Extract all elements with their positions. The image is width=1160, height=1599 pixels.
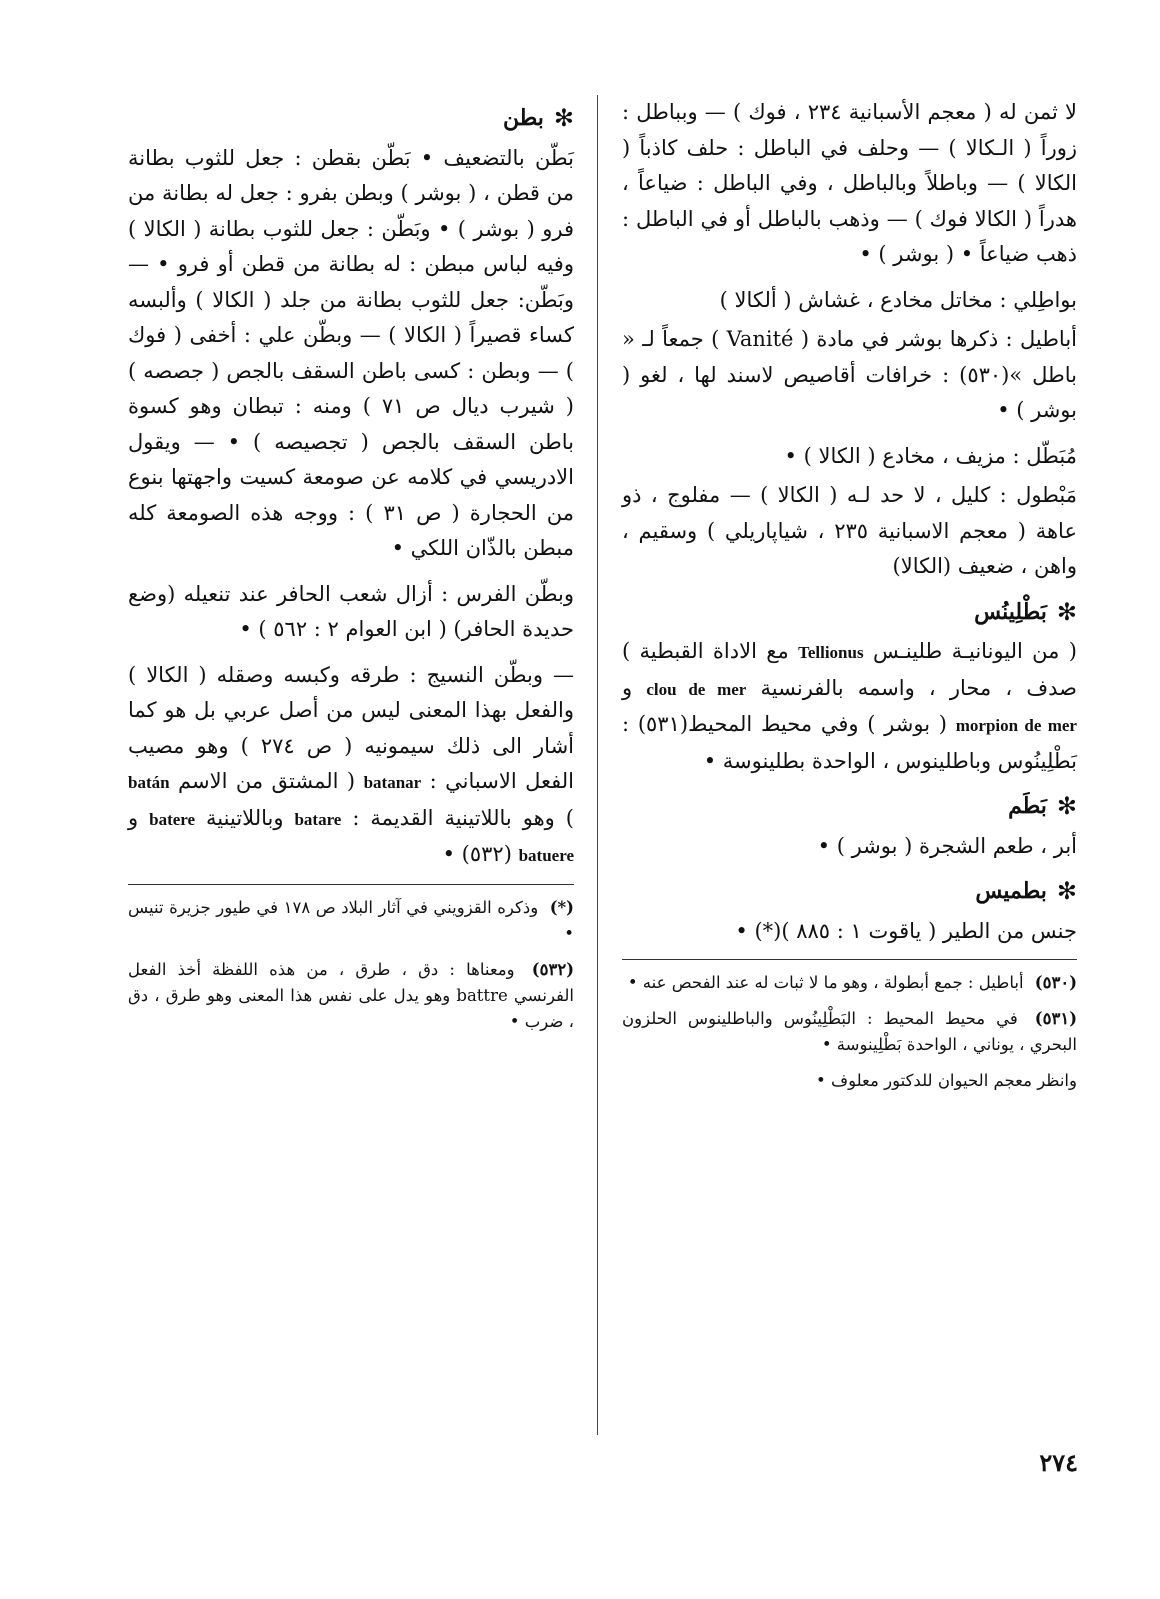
paragraph: بَطّن بالتضعيف • بَطّن بقطن : جعل للثوب بطانة من قطن ، ( بوشر ) وبطن بفرو : جعل له بطانة من فرو ( بوشر ) • وبَطّن : جعل للثوب بطانة ( الكالا ) وفيه لباس مبطن : له بطانة من قطن أو فرو • — وبَطّن: جعل للثوب بطانة من جلد ( الكالا ) وألبسه كساء قصيراً ( الكالا ) — وبطّن علي : أخفى ( فوك ) — وبطن : كسى باطن السقف بالجص ( جصصه ) ( شيرب ديال ص ٧١ ) ومنه : تبطان وهو كسوة باطن السقف بالجص ( تجصيصه ) • — ويقول الادريسي في كلامه عن صومعة كسيت واجهتها بنوع من الحجارة ( ص ٣١ ) : ووجه هذه الصومعة كله مبطن بالذّان اللكي • (128, 145, 574, 560)
entry-text: — وبطّن النسيج : طرقه وكبسه وصقله ( الكالا ) والفعل بهذا المعنى ليس من أصل عربي بل هو كما أشار الى ذلك سيمونيه ( ص ٢٧٤ ) وهو مصيب الفعل الاسباني : (128, 662, 575, 793)
latin-term: clou de mer (646, 679, 747, 699)
latin-term: batare (294, 809, 342, 829)
footnote-text: وذكره القزويني في آثار البلاد ص ١٧٨ في طيور جزيرة تنيس • (128, 897, 574, 943)
headword-text: بَطْلِينُس (974, 598, 1047, 625)
entry-body: جنس من الطير ( ياقوت ١ : ٨٨٥ )(*) • (735, 918, 1077, 943)
column-divider (597, 95, 598, 1435)
asterisk-icon: ✻ (1056, 877, 1077, 905)
footnote (622, 1006, 1077, 1058)
footnote-number: (*) (549, 897, 574, 917)
headword-text: بطن (502, 105, 544, 131)
footnote-number: (٥٣١) (1034, 1009, 1077, 1028)
footnote-ref: (٥٣٢) • (442, 842, 512, 866)
entry-headword (622, 874, 1077, 910)
asterisk-icon: ✻ (1056, 597, 1077, 626)
paragraph: لا ثمن له ( معجم الأسبانية ٢٣٤ ، فوك ) — وبباطل : زوراً ( الـكالا ) — وحلف في الباطل : حلف كاذباً ( الكالا ) — وباطلاً وبالباطل ، وفي الباطل : ضياعاً ، هدراً ( الكالا فوك ) — وذهب بالباطل أو في الباطل : ذهب ضياعاً • ( بوشر ) • (622, 100, 1077, 266)
entry-text: مع الاداة القبطية ) صدف ، محار ، واسمه بالفرنسية (622, 639, 1077, 700)
footnote (622, 1068, 1077, 1094)
paragraph (128, 658, 574, 874)
footnote-text: ومعناها : دق ، طرق ، من هذه اللفظة أخذ الفعل الفرنسي battre وهو يدل على نفس هذا المعنى وهو طرق ، دق ، ضرب • (128, 959, 575, 1031)
paragraph: وبطّن الفرس : أزال شعب الحافر عند تنعيله (وضع حديدة الحافر) ( ابن العوام ٢ : ٥٦٢ ) • (128, 581, 574, 641)
paragraph: مَبْطول : كليل ، لا حد لـه ( الكالا ) — مفلوج ، ذو عاهة ( معجم الاسبانية ٢٣٥ ، شياپاريلي ) وسقيم ، واهن ، ضعيف (الكالا) (622, 483, 1077, 578)
right-column (622, 95, 1077, 1104)
footnote-text: أباطيل : جمع أبطولة ، وهو ما لا ثبات له عند الفحص عنه • (627, 973, 1024, 992)
left-column (128, 95, 574, 1045)
entry-text: ( المشتق من الاسم (178, 769, 356, 793)
entry-headword (622, 595, 1077, 631)
asterisk-icon: ✻ (1056, 792, 1077, 820)
entry-body (622, 634, 1077, 779)
latin-term: morpion de mer (955, 716, 1077, 735)
footnote-number: (٥٣٢) (531, 959, 574, 979)
paragraph: مُبَطّل : مزيف ، مخادع ( الكالا ) • (784, 443, 1077, 468)
entry-body: أبر ، طعم الشجرة ( بوشر ) • (817, 833, 1077, 858)
footnote-number: (٥٣٠) (1034, 973, 1077, 992)
conjunction: و (622, 675, 633, 700)
entry-text: ( من اليونانيـة طلينـس (872, 639, 1077, 663)
entry-text: وباللاتينية (206, 805, 284, 830)
entry-text: ) وهو باللاتينية القديمة : (352, 805, 574, 830)
latin-term: batán (128, 773, 170, 792)
footnote-rule (128, 884, 574, 885)
latin-term: batere (149, 809, 196, 829)
latin-term: batuere (518, 846, 574, 865)
page-number: ٢٧٤ (1039, 1448, 1078, 1477)
headword-text: بطميس (975, 878, 1047, 904)
headword-text: بَطَم (1008, 793, 1047, 819)
footnote-text: وانظر معجم الحيوان للدكتور معلوف • (815, 1071, 1077, 1090)
entry-text: ( بوشر ) وفي محيط المحيط(٥٣١) : بَطْلِينُوس وباطلينوس ، الواحدة بطلينوسة • (622, 712, 1077, 773)
footnote (128, 895, 574, 947)
entry-headword (622, 789, 1077, 825)
footnote (622, 970, 1077, 996)
asterisk-icon: ✻ (553, 104, 574, 132)
latin-term: batanar (363, 773, 422, 792)
conjunction: و (128, 805, 139, 830)
footnote-rule (622, 959, 1077, 960)
entry-headword (128, 101, 574, 137)
latin-term: Tellionus (798, 643, 864, 662)
paragraph: أباطيل : ذكرها بوشر في مادة ( Vanité ) جمعاً لـ « باطل »(٥٣٠) : خرافات أقاصيص لاسند لها ، لغو ( بوشر ) • (622, 327, 1077, 422)
footnote (128, 957, 574, 1035)
paragraph: بواطِلي : مخاتل مخادع ، غشاش ( ألكالا ) (719, 287, 1077, 312)
footnote-text: في محيط المحيط : البَطْلِينُوس والباطلينوس الحلزون البحري ، يوناني ، الواحدة بَطْلِينوسة • (622, 1009, 1077, 1054)
